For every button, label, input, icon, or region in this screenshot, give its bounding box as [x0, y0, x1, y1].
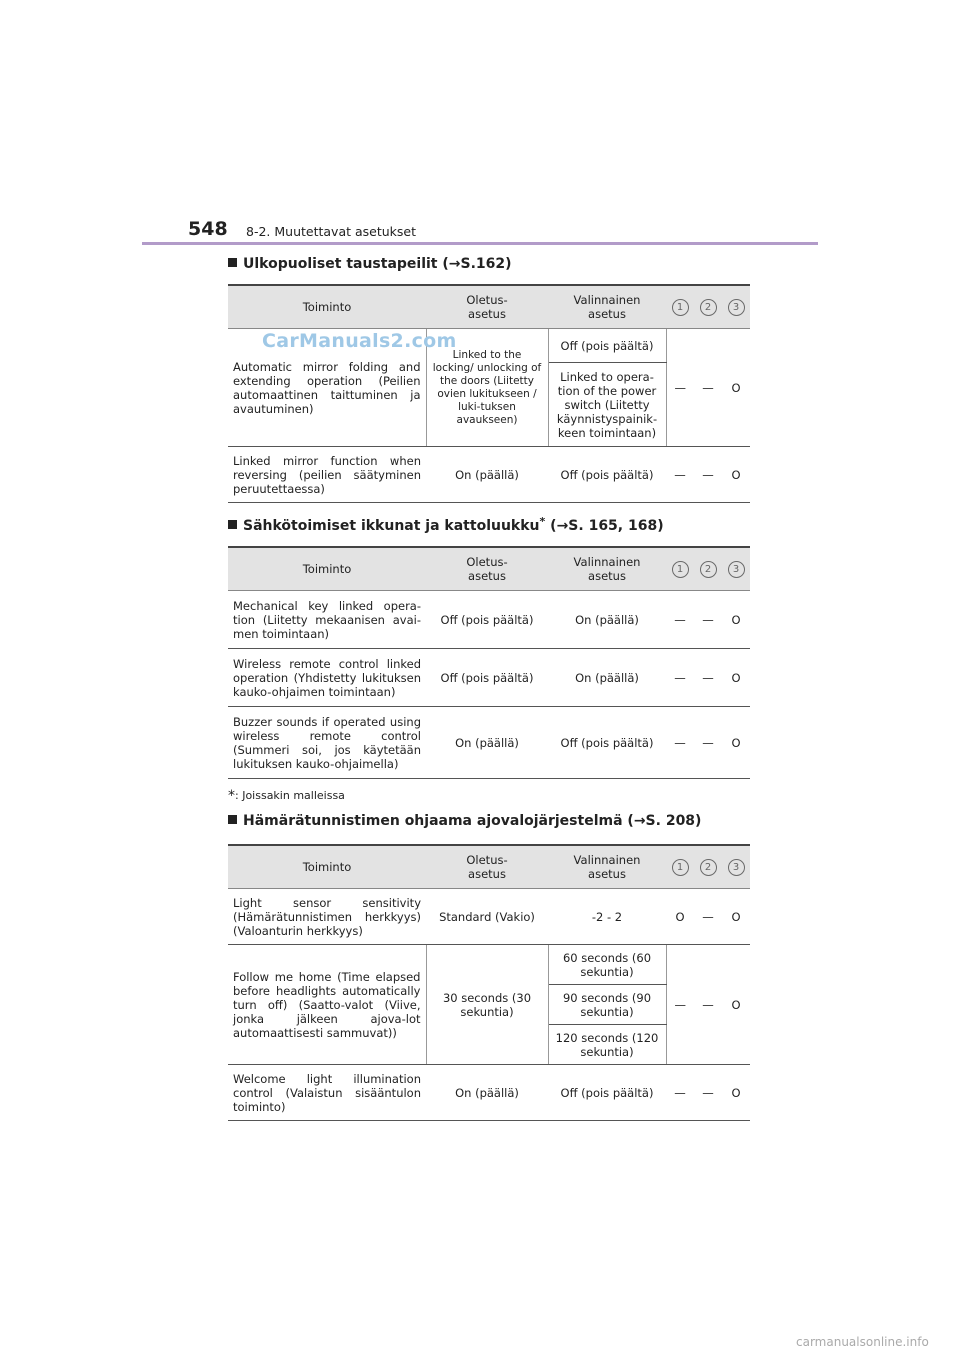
- bullet-square-icon: [228, 258, 237, 267]
- bullet-square-icon: [228, 815, 237, 824]
- circled-3-icon: 3: [728, 561, 745, 578]
- circled-1-icon: 1: [672, 859, 689, 876]
- mirrors-table: [228, 284, 750, 503]
- table-row: Linked mirror function when reversing (peilien säätyminen peruutettaessa) On (päällä) Off (pois päältä) — — O: [228, 447, 750, 503]
- col-1: [666, 845, 694, 889]
- circled-1-icon: 1: [672, 561, 689, 578]
- bottom-watermark: carmanualsonline.info: [796, 1335, 929, 1349]
- col-optional: Valinnainen asetus: [548, 285, 666, 329]
- table-row: Automatic mirror folding and extending operation (Peilien automaattinen taittuminen ja avautuminen) Linked to the locking/ unlocking of the doors (Liitetty ovien lukitukseen / luki-tuksen avaukseen) Off (pois päältä) — — O: [228, 329, 750, 363]
- circled-1-icon: 1: [672, 299, 689, 316]
- windows-table: [228, 546, 750, 779]
- col-default: Oletus- asetus: [426, 547, 548, 591]
- section-heading-windows: Sähkötoimiset ikkunat ja kattoluukku* (→S. 165, 168): [228, 515, 664, 534]
- col-function: Toiminto: [228, 285, 426, 329]
- table-row: Welcome light illumination control (Valaistun sisääntulon toiminto) On (päällä) Off (pois päältä) — — O: [228, 1065, 750, 1121]
- table-row: Follow me home (Time elapsed before headlights automatically turn off) (Saatto-valot (Viive, jonka jälkeen ajova-lot automaattisesti sammuvat)) 30 seconds (30 sekuntia) 60 seconds (60 sekuntia) — — O: [228, 945, 750, 985]
- circled-2-icon: 2: [700, 859, 717, 876]
- footnote: *: Joissakin malleissa: [228, 788, 345, 804]
- table-header: [228, 845, 750, 889]
- circled-3-icon: 3: [728, 299, 745, 316]
- section-heading-headlights: Hämärätunnistimen ohjaama ajovalojärjestelmä (→S. 208): [228, 813, 701, 829]
- col-3: [722, 845, 750, 889]
- col-function: Toiminto: [228, 547, 426, 591]
- bullet-square-icon: [228, 520, 237, 529]
- chapter-title: 8-2. Muutettavat asetukset: [246, 224, 417, 239]
- table-row: 120 seconds (120 sekuntia): [228, 1025, 750, 1065]
- headlights-table: [228, 844, 750, 1121]
- watermark-logo: CarManuals2.com: [262, 330, 457, 352]
- table-row: Linked to opera-tion of the power switch (Liitetty käynnistyspainik-keen toimintaan): [228, 363, 750, 447]
- table-row: Mechanical key linked opera-tion (Liitetty mekaanisen avai-men toimintaan) Off (pois päältä) On (päällä) — — O: [228, 591, 750, 649]
- table-header: [228, 547, 750, 591]
- col-2: [694, 285, 722, 329]
- circled-2-icon: 2: [700, 299, 717, 316]
- col-3: [722, 285, 750, 329]
- col-1: [666, 285, 694, 329]
- table-row: Light sensor sensitivity (Hämärätunnistimen herkkyys) (Valoanturin herkkyys) Standard (Vakio) -2 - 2 O — O: [228, 889, 750, 945]
- table-row: Buzzer sounds if operated using wireless remote control (Summeri soi, jos käytetään lukituksen kauko-ohjaimella) On (päällä) Off (pois päältä) — — O: [228, 707, 750, 779]
- col-default: Oletus- asetus: [426, 285, 548, 329]
- table-row: 90 seconds (90 sekuntia): [228, 985, 750, 1025]
- table-row: Wireless remote control linked operation (Yhdistetty lukituksen kauko-ohjaimen toimintaan) Off (pois päältä) On (päällä) — — O: [228, 649, 750, 707]
- circled-2-icon: 2: [700, 561, 717, 578]
- col-function: Toiminto: [228, 845, 426, 889]
- circled-3-icon: 3: [728, 859, 745, 876]
- col-optional: Valinnainen asetus: [548, 547, 666, 591]
- table-header: [228, 285, 750, 329]
- col-2: [694, 845, 722, 889]
- col-2: [694, 547, 722, 591]
- section-heading-mirrors: Ulkopuoliset taustapeilit (→S.162): [228, 256, 512, 272]
- col-1: [666, 547, 694, 591]
- header-rule: [142, 242, 818, 245]
- col-optional: Valinnainen asetus: [548, 845, 666, 889]
- col-default: Oletus- asetus: [426, 845, 548, 889]
- col-3: [722, 547, 750, 591]
- page-number: 548: [188, 218, 228, 240]
